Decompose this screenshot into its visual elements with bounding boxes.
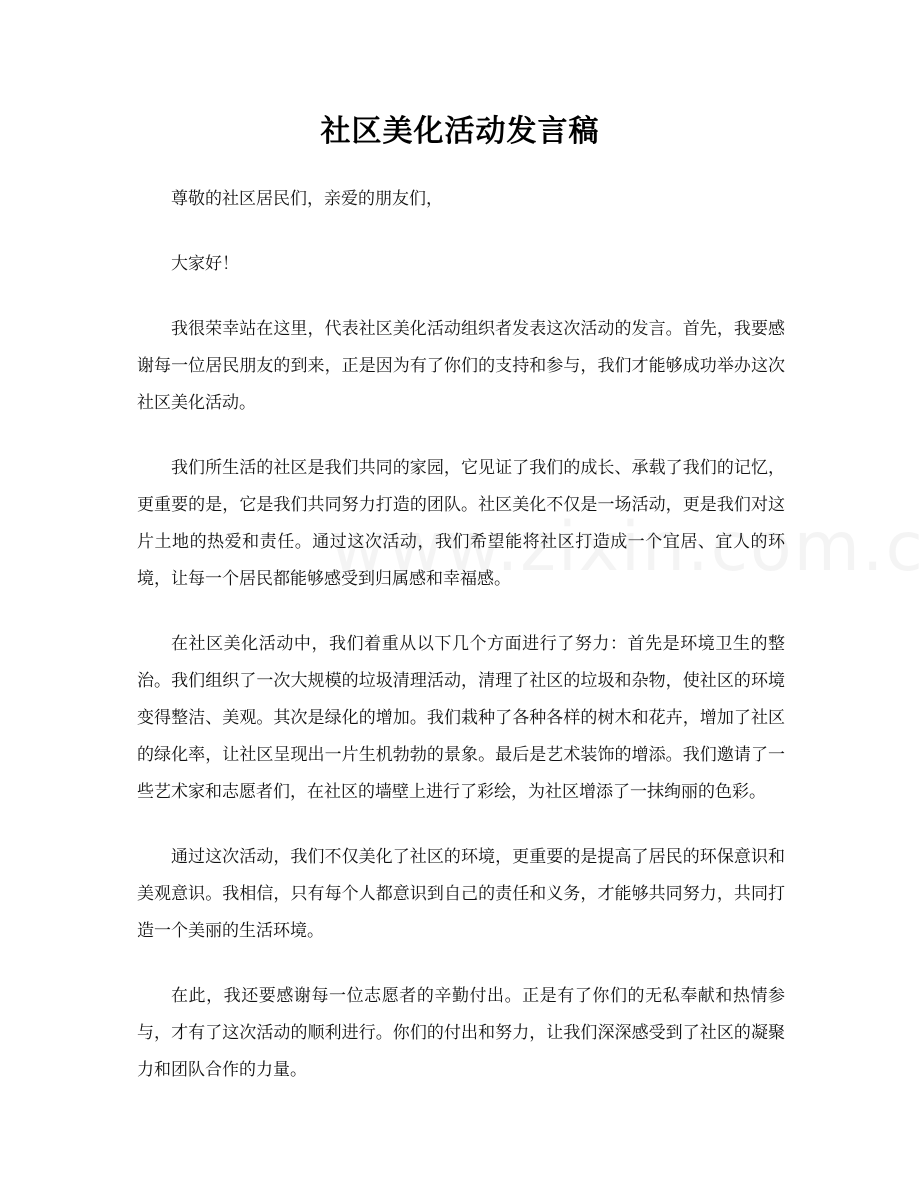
document-body xyxy=(137,181,785,1117)
paragraph-hello: 大家好！ xyxy=(171,254,239,274)
paragraph-community: 我们所生活的社区是我们共同的家园，它见证了我们的成长、承载了我们的记忆，更重要的是，它是我们共同努力打造的团队。社区美化不仅是一场活动，更是我们对这片土地的热爱和责任。通过这次活动，我们希望能将社区打造成一个宜居、宜人的环境，让每一个居民都能够感受到归属感和幸福感。 xyxy=(137,458,785,589)
paragraph-thanks: 在此，我还要感谢每一位志愿者的辛勤付出。正是有了你们的无私奉献和热情参与，才有了这次活动的顺利进行。你们的付出和努力，让我们深深感受到了社区的凝聚力和团队合作的力量。 xyxy=(137,986,785,1080)
paragraph-intro: 我很荣幸站在这里，代表社区美化活动组织者发表这次活动的发言。首先，我要感谢每一位居民朋友的到来，正是因为有了你们的支持和参与，我们才能够成功举办这次社区美化活动。 xyxy=(137,319,785,413)
document-title: 社区美化活动发言稿 xyxy=(320,114,600,149)
paragraph-greeting: 尊敬的社区居民们，亲爱的朋友们， xyxy=(171,189,443,209)
paragraph-awareness: 通过这次活动，我们不仅美化了社区的环境，更重要的是提高了居民的环保意识和美观意识。我相信，只有每个人都意识到自己的责任和义务，才能够共同努力，共同打造一个美丽的生活环境。 xyxy=(137,847,785,941)
paragraph-efforts: 在社区美化活动中，我们着重从以下几个方面进行了努力：首先是环境卫生的整治。我们组织了一次大规模的垃圾清理活动，清理了社区的垃圾和杂物，使社区的环境变得整洁、美观。其次是绿化的增加。我们栽种了各种各样的树木和花卉，增加了社区的绿化率，让社区呈现出一片生机勃勃的景象。最后是艺术装饰的增添。我们邀请了一些艺术家和志愿者们，在社区的墙壁上进行了彩绘，为社区增添了一抹绚丽的色彩。 xyxy=(137,634,785,802)
